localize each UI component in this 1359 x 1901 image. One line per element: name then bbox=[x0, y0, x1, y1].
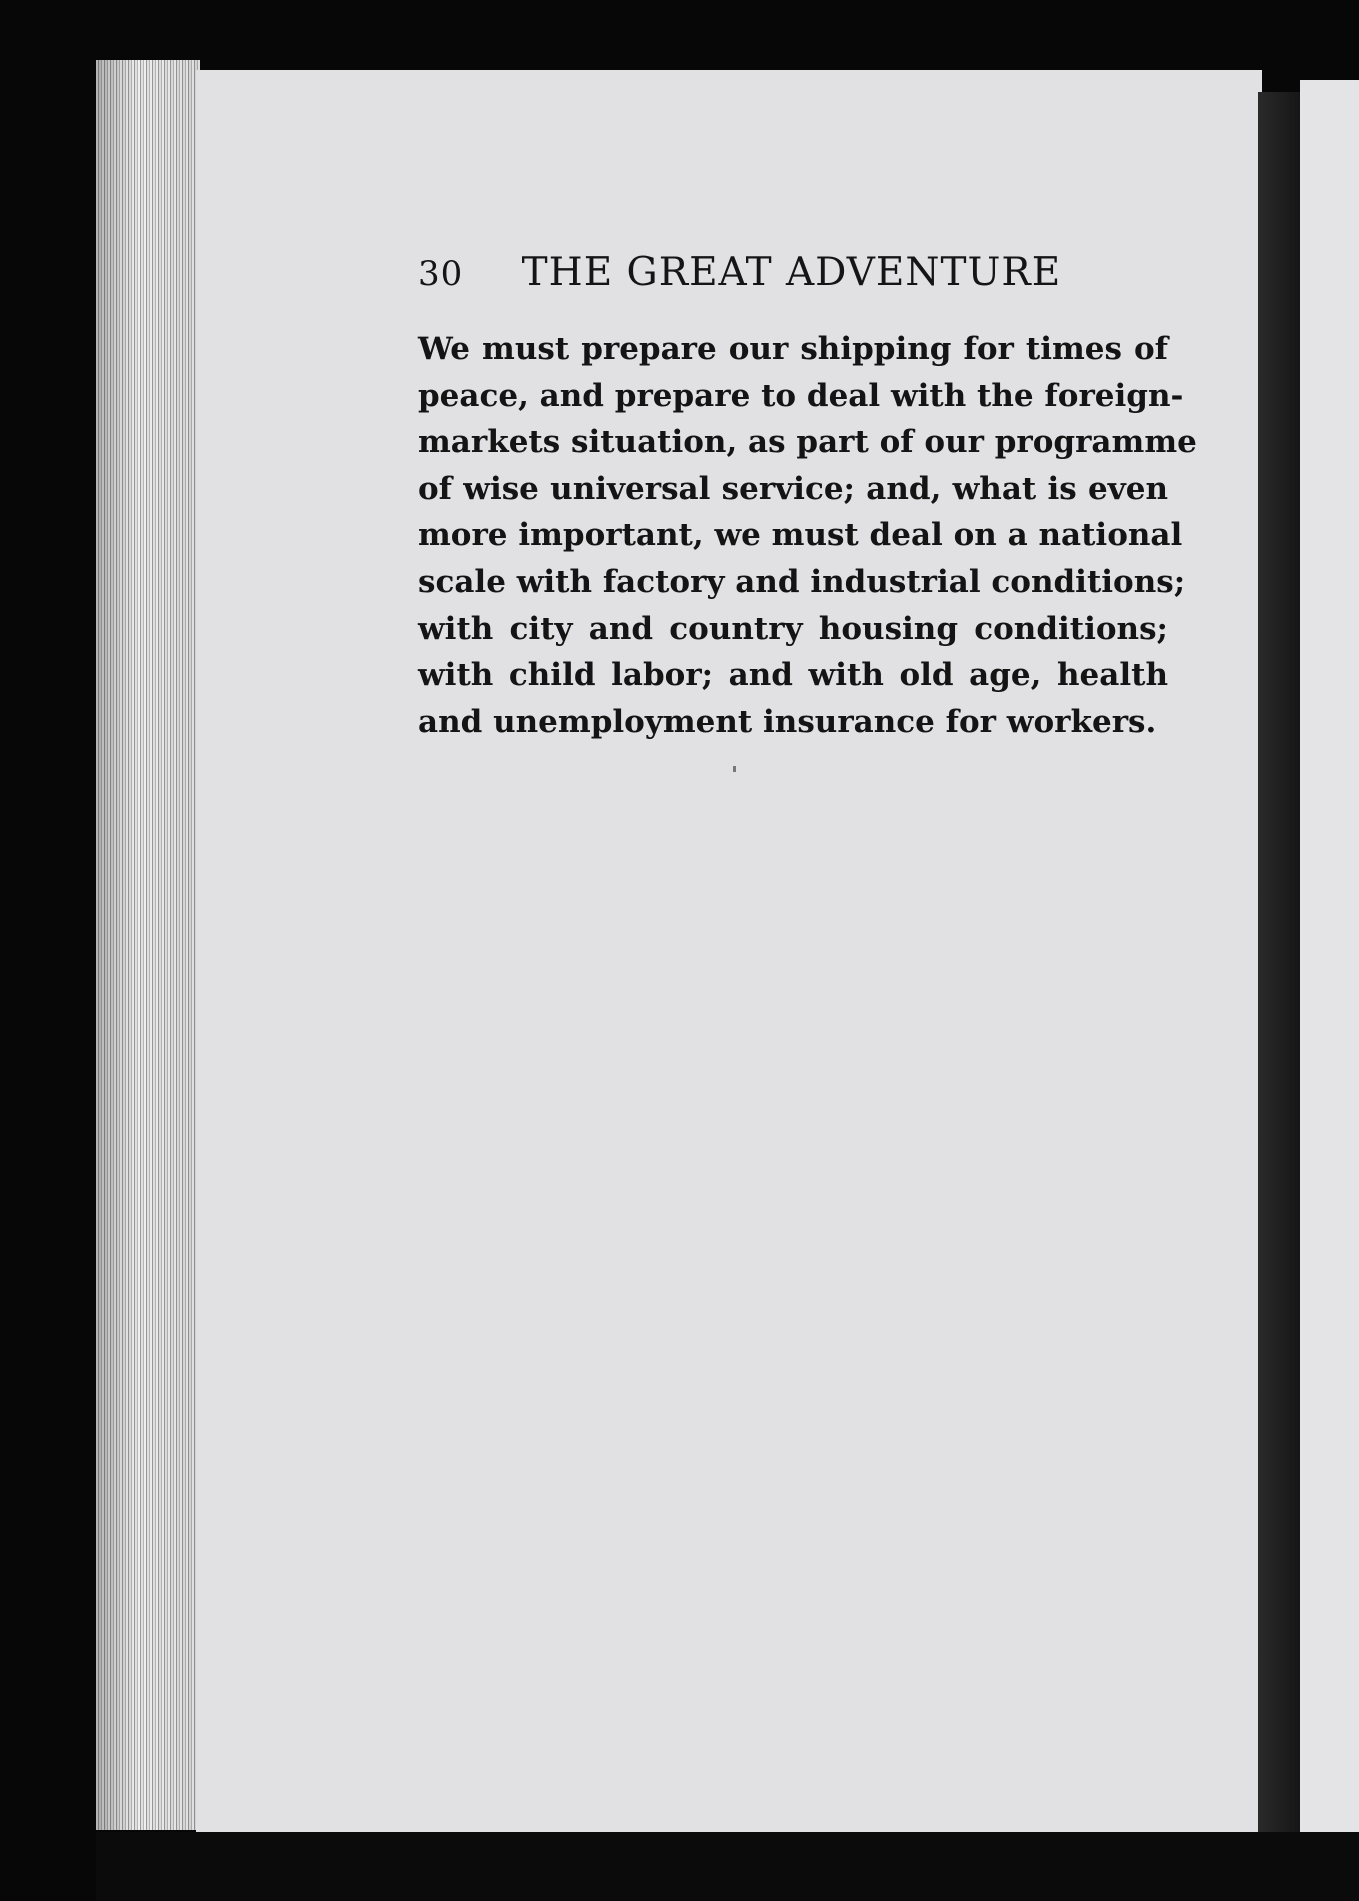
text-line: more important, we must deal on a national bbox=[418, 517, 1183, 554]
page-edges bbox=[96, 60, 200, 1830]
running-title: THE GREAT ADVENTURE bbox=[521, 250, 1062, 295]
text-line: and unemployment insurance for workers. bbox=[418, 703, 1157, 740]
text-line: of wise universal service; and, what is even bbox=[418, 470, 1168, 507]
text-line: peace, and prepare to deal with the foreign- bbox=[418, 377, 1184, 414]
text-line: with child labor; and with old age, health bbox=[418, 657, 1168, 694]
text-line: We must prepare our shipping for times of bbox=[418, 331, 1168, 367]
text-line: scale with factory and industrial conditions; bbox=[418, 563, 1186, 600]
text-line: markets situation, as part of our programme bbox=[418, 424, 1197, 461]
text-line: with city and country housing conditions; bbox=[418, 610, 1168, 647]
facing-page-edge bbox=[1300, 80, 1359, 1850]
page-number: 30 bbox=[418, 254, 464, 294]
scan-border-bottom bbox=[96, 1832, 1359, 1901]
running-head bbox=[418, 250, 1178, 310]
body-paragraph bbox=[418, 326, 1197, 745]
paper-speck bbox=[733, 766, 736, 772]
gutter-shadow bbox=[1258, 92, 1302, 1842]
